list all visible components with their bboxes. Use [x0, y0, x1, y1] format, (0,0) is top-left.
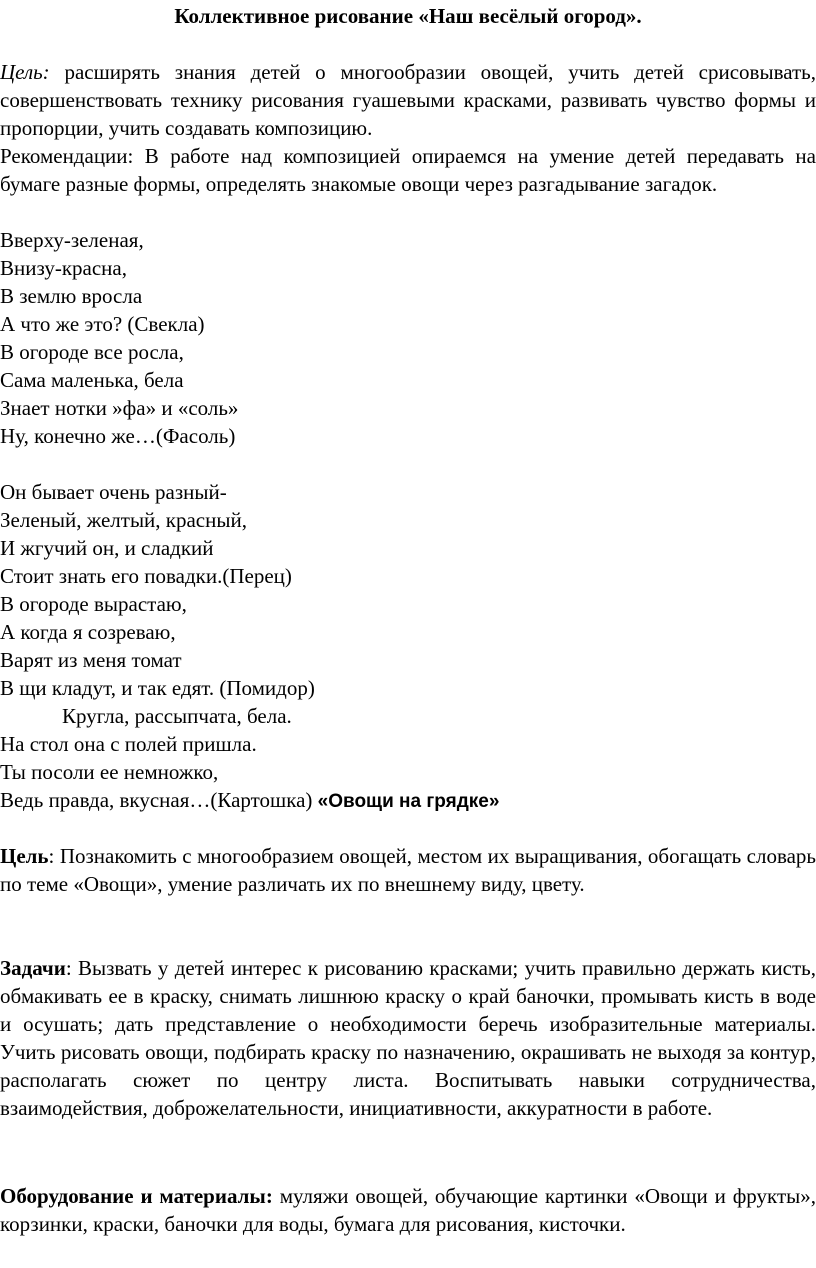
riddle-line: Ты посоли ее немножко,: [0, 760, 219, 784]
riddle-line: Вверху-зеленая,: [0, 228, 144, 252]
riddle-line: В землю вросла: [0, 284, 143, 308]
goal2-label: Цель: [0, 844, 49, 868]
riddle-line-with-heading: [0, 786, 816, 814]
equipment-paragraph: [0, 1182, 816, 1238]
riddle-line: В огороде вырастаю,: [0, 592, 187, 616]
riddle-line: На стол она с полей пришла.: [0, 732, 257, 756]
equipment-text: муляжи овощей, обучающие картинки «Овощи и фрукты», корзинки, краски, баночки для воды, бумага для рисования, кисточки.: [0, 1184, 816, 1236]
riddle-last-line: Ведь правда, вкусная…(Картошка): [0, 788, 318, 812]
riddles-group-2: [0, 478, 816, 814]
riddle-line: Внизу-красна,: [0, 256, 127, 280]
goal2-paragraph: [0, 842, 816, 898]
riddle-line: Ну, конечно же…(Фасоль): [0, 424, 236, 448]
riddle-line: И жгучий он, и сладкий: [0, 536, 214, 560]
riddle-line: Знает нотки »фа» и «соль»: [0, 396, 239, 420]
section-heading: «Овощи на грядке»: [317, 791, 500, 812]
goal-label: Цель:: [0, 60, 50, 84]
goal2-text: : Познакомить с многообразием овощей, местом их выращивания, обогащать словарь по теме «Овощи», умение различать их по внешнему виду, цвету.: [0, 844, 816, 896]
goal-text: расширять знания детей о многообразии овощей, учить детей срисовывать, совершенствовать технику рисования гуашевыми красками, развивать чувство формы и пропорции, учить создавать композицию.: [0, 60, 816, 140]
riddle-line: Зеленый, желтый, красный,: [0, 508, 247, 532]
riddles-group-1: [0, 226, 816, 450]
riddle-line: В щи кладут, и так едят. (Помидор): [0, 676, 315, 700]
riddle-line: Он бывает очень разный-: [0, 480, 227, 504]
riddle-line: Стоит знать его повадки.(Перец): [0, 564, 292, 588]
page-title: Коллективное рисование «Наш весёлый огород».: [174, 4, 642, 28]
tasks-label: Задачи: [0, 956, 66, 980]
recommendations-paragraph: Рекомендации: В работе над композицией опираемся на умение детей передавать на бумаге разные формы, определять знакомые овощи через разгадывание загадок.: [0, 144, 816, 196]
goal-paragraph: [0, 58, 816, 142]
tasks-text: : Вызвать у детей интерес к рисованию красками; учить правильно держать кисть, обмакивать ее в краску, снимать лишнюю краску о край баночки, промывать кисть в воде и осушать; дать представление о необходимости беречь изобразительные материалы. Учить рисовать овощи, подбирать краску по назначению, окрашивать не выходя за контур, располагать сюжет по центру листа. Воспитывать навыки сотрудничества, взаимодействия, доброжелательности, инициативности, аккуратности в работе.: [0, 956, 816, 1120]
tasks-paragraph: [0, 954, 816, 1122]
riddle-line: А что же это? (Свекла): [0, 312, 205, 336]
riddle-line: В огороде все росла,: [0, 340, 184, 364]
riddle-line: Варят из меня томат: [0, 648, 182, 672]
riddle-line: Сама маленька, бела: [0, 368, 184, 392]
riddle-line-indented: Кругла, рассыпчата, бела.: [62, 704, 292, 728]
equipment-label: Оборудование и материалы:: [0, 1184, 273, 1208]
riddle-line: А когда я созреваю,: [0, 620, 176, 644]
